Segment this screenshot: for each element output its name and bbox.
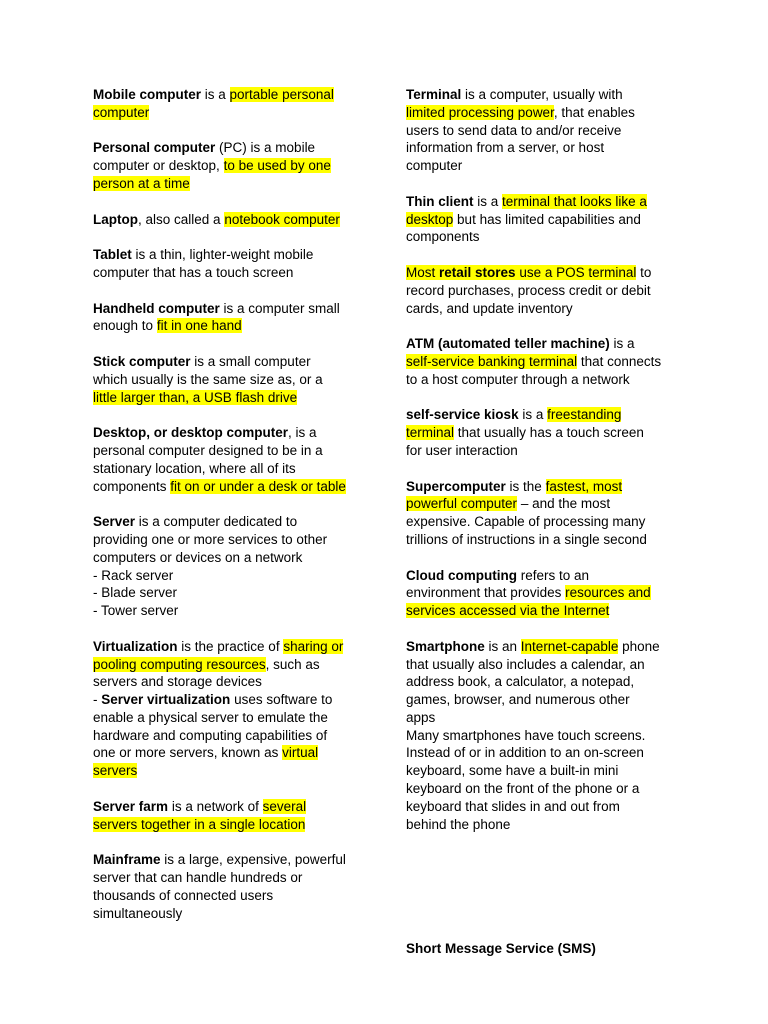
highlighted-text: self-service banking terminal [406,353,578,369]
text-run: that usually has a touch screen [454,425,644,441]
text-line [93,851,365,869]
text-run: trillions of instructions in a single second [406,531,647,547]
text-line [406,300,681,318]
text-line [406,104,681,122]
text-line [406,709,681,727]
highlighted-text: servers [93,763,138,779]
definition-self-service-kiosk [406,406,681,459]
definition-personal-computer [93,139,365,192]
text-line [406,86,681,104]
definition-supercomputer [406,478,681,549]
highlighted-text: pooling computing resources [93,656,266,672]
text-line [406,211,681,229]
definition-laptop [93,211,365,229]
text-run: to [636,264,652,280]
term: Server [93,514,136,530]
text-run: is a network of [168,798,263,814]
text-line [93,513,365,531]
text-line [93,656,365,674]
text-run: - Blade server [93,585,178,601]
text-line [93,869,365,887]
text-line [406,816,681,834]
term: self-service kiosk [406,407,519,423]
text-run: servers and storage devices [93,674,262,690]
highlighted-text: several [262,798,307,814]
text-run: for user interaction [406,442,518,458]
text-line [93,905,365,923]
text-line [406,691,681,709]
text-line [406,282,681,300]
text-line [93,246,365,264]
text-run: but has limited capabilities and [453,211,641,227]
highlighted-text: limited processing power [406,104,554,120]
term: Smartphone [406,638,485,654]
text-run: is a [473,193,503,209]
text-run: keyboard that slides in and out from [406,798,620,814]
text-run: is a [518,407,548,423]
text-run: environment that provides [406,585,566,601]
text-run: providing one or more services to other [93,531,328,547]
text-run: computer [406,158,463,174]
text-run: server that can handle hundreds or [93,870,303,886]
text-run: is an [484,638,521,654]
definition-mobile-computer [93,86,365,122]
definition-pos-terminal [406,264,681,317]
right-column [406,86,681,976]
definition-sms-heading [406,940,681,958]
definition-desktop-computer [93,424,365,495]
text-line [93,317,365,335]
text-line [93,389,365,407]
text-line [406,940,681,958]
definition-stick-computer [93,353,365,406]
text-run: computer or desktop, [93,158,224,174]
text-line [406,673,681,691]
text-line [406,157,681,175]
term: Supercomputer [406,478,506,494]
text-line [406,335,681,353]
highlighted-text: resources and [565,585,651,601]
text-line [406,353,681,371]
highlighted-text: person at a time [93,175,190,191]
text-run: , is a [288,425,317,441]
text-run: simultaneously [93,905,183,921]
text-line [406,478,681,496]
text-line [93,104,365,122]
highlighted-text: freestanding [547,407,622,423]
highlighted-text: notebook computer [224,211,340,227]
term: Short Message Service (SMS) [406,941,596,957]
text-line [93,371,365,389]
text-line [93,638,365,656]
text-line [93,584,365,602]
text-run: thousands of connected users [93,887,274,903]
text-run: apps [406,709,436,725]
text-line [406,264,681,282]
text-run: stationary location, where all of its [93,460,296,476]
text-run: uses software to [230,692,333,708]
text-line [93,673,365,691]
text-line [406,656,681,674]
text-line [406,122,681,140]
text-line [406,602,681,620]
definition-handheld-computer [93,300,365,336]
text-line [93,691,365,709]
text-line [406,442,681,460]
definition-smartphone [406,638,681,834]
highlighted-text: sharing or [283,638,344,654]
text-line [93,139,365,157]
text-run: is a thin, lighter-weight mobile [131,247,314,263]
text-run: - [93,692,102,708]
text-line [406,513,681,531]
definition-tablet [93,246,365,282]
text-run: is a [201,87,230,102]
text-line [93,762,365,780]
text-run: Many smartphones have touch screens. [406,727,646,743]
text-line [93,424,365,442]
term: Terminal [406,87,462,102]
highlighted-text: computer [93,104,150,120]
text-run: is a large, expensive, powerful [160,852,346,868]
text-run: that usually also includes a calendar, an [406,656,645,672]
text-line [406,193,681,211]
definition-cloud-computing [406,567,681,620]
highlighted-text: terminal that looks like a [502,193,647,209]
text-run: personal computer designed to be in a [93,442,323,458]
text-run: record purchases, process credit or debit [406,282,651,298]
text-run: enable a physical server to emulate the [93,709,328,725]
text-line [406,371,681,389]
text-line [406,584,681,602]
highlighted-text: Internet-capable [520,638,619,654]
text-line [93,157,365,175]
text-line [93,744,365,762]
text-run: users to send data to and/or receive [406,122,622,138]
text-run: is a computer small [219,300,340,316]
term: Mobile computer [93,87,202,102]
spacer [406,851,681,940]
highlighted-text: fastest, most [545,478,623,494]
text-run: – and the most [517,496,611,512]
term: Stick computer [93,353,191,369]
text-run: keyboard on the front of the phone or a [406,781,640,797]
text-line [93,798,365,816]
text-line [406,424,681,442]
definition-server-farm [93,798,365,834]
text-line [93,602,365,620]
term: Server virtualization [101,692,231,708]
term: Mainframe [93,852,161,868]
text-line [93,353,365,371]
text-line [406,744,681,762]
text-line [93,887,365,905]
text-run: behind the phone [406,816,511,832]
text-run: (PC) is a mobile [215,140,316,156]
text-run: that connects [577,353,662,369]
text-run: components [93,478,171,494]
text-run: address book, a calculator, a notepad, [406,674,635,690]
highlighted-text: fit on or under a desk or table [170,478,346,494]
text-run: Instead of or in addition to an on-screen [406,745,644,761]
text-run: enough to [93,318,157,334]
text-line [406,780,681,798]
text-line [406,228,681,246]
definition-server [93,513,365,620]
text-line [93,531,365,549]
text-run: to a host computer through a network [406,371,630,387]
definition-virtualization [93,638,365,780]
text-run: one or more servers, known as [93,745,283,761]
text-run: computers or devices on a network [93,549,303,565]
text-run: expensive. Capable of processing many [406,514,646,530]
left-column [93,86,365,940]
term: Server farm [93,798,169,814]
text-run: , also called a [138,211,225,227]
text-line [93,460,365,478]
text-run: , such as [265,656,320,672]
text-run: cards, and update inventory [406,300,573,316]
highlighted-text: Most [406,264,440,280]
text-line [93,549,365,567]
text-line [406,762,681,780]
text-line [93,442,365,460]
text-line [406,638,681,656]
highlighted-text: portable personal [229,87,334,102]
text-line [93,211,365,229]
text-run: is a small computer [190,353,311,369]
text-line [406,727,681,745]
term: Handheld computer [93,300,220,316]
text-line [93,727,365,745]
text-run: - Rack server [93,567,174,583]
text-line [406,798,681,816]
highlighted-text: virtual [282,745,319,761]
term: Desktop, or desktop computer [93,425,289,441]
highlighted-text: powerful computer [406,496,518,512]
term: ATM (automated teller machine) [406,336,610,352]
term: Tablet [93,247,132,263]
definition-thin-client [406,193,681,246]
text-run: phone [618,638,660,654]
term: Cloud computing [406,567,517,583]
text-line [93,175,365,193]
highlighted-text: terminal [406,425,455,441]
highlighted-text: to be used by one [223,158,331,174]
text-line [93,709,365,727]
definition-terminal [406,86,681,175]
text-line [406,406,681,424]
text-line [93,816,365,834]
term: Laptop [93,211,138,227]
text-run: which usually is the same size as, or a [93,371,323,387]
highlighted-text: retail stores [439,264,516,280]
text-run: information from a server, or host [406,140,605,156]
text-run: is a computer dedicated to [135,514,298,530]
text-run: refers to an [516,567,590,583]
text-run: is the [505,478,546,494]
text-line [406,531,681,549]
text-run: computer that has a touch screen [93,264,294,280]
text-line [406,567,681,585]
text-line [93,86,365,104]
term: Virtualization [93,638,178,654]
text-run: games, browser, and numerous other [406,692,630,708]
text-line [93,567,365,585]
highlighted-text: services accessed via the Internet [406,603,610,619]
highlighted-text: little larger than, a USB flash drive [93,389,298,405]
text-line [93,478,365,496]
text-line [406,139,681,157]
text-run: is the practice of [177,638,284,654]
text-run: is a [609,336,635,352]
highlighted-text: fit in one hand [156,318,242,334]
text-run: hardware and computing capabilities of [93,727,328,743]
highlighted-text: desktop [406,211,454,227]
text-run: is a computer, usually with [461,87,623,102]
highlighted-text: servers together in a single location [93,816,306,832]
definition-atm [406,335,681,388]
term: Personal computer [93,140,216,156]
text-run: - Tower server [93,603,179,619]
definition-mainframe [93,851,365,922]
text-run: , that enables [553,104,635,120]
text-line [93,300,365,318]
term: Thin client [406,193,474,209]
highlighted-text: use a POS terminal [515,264,637,280]
text-line [406,495,681,513]
text-line [93,264,365,282]
text-run: keyboard, some have a built-in mini [406,763,619,779]
text-run: components [406,229,480,245]
